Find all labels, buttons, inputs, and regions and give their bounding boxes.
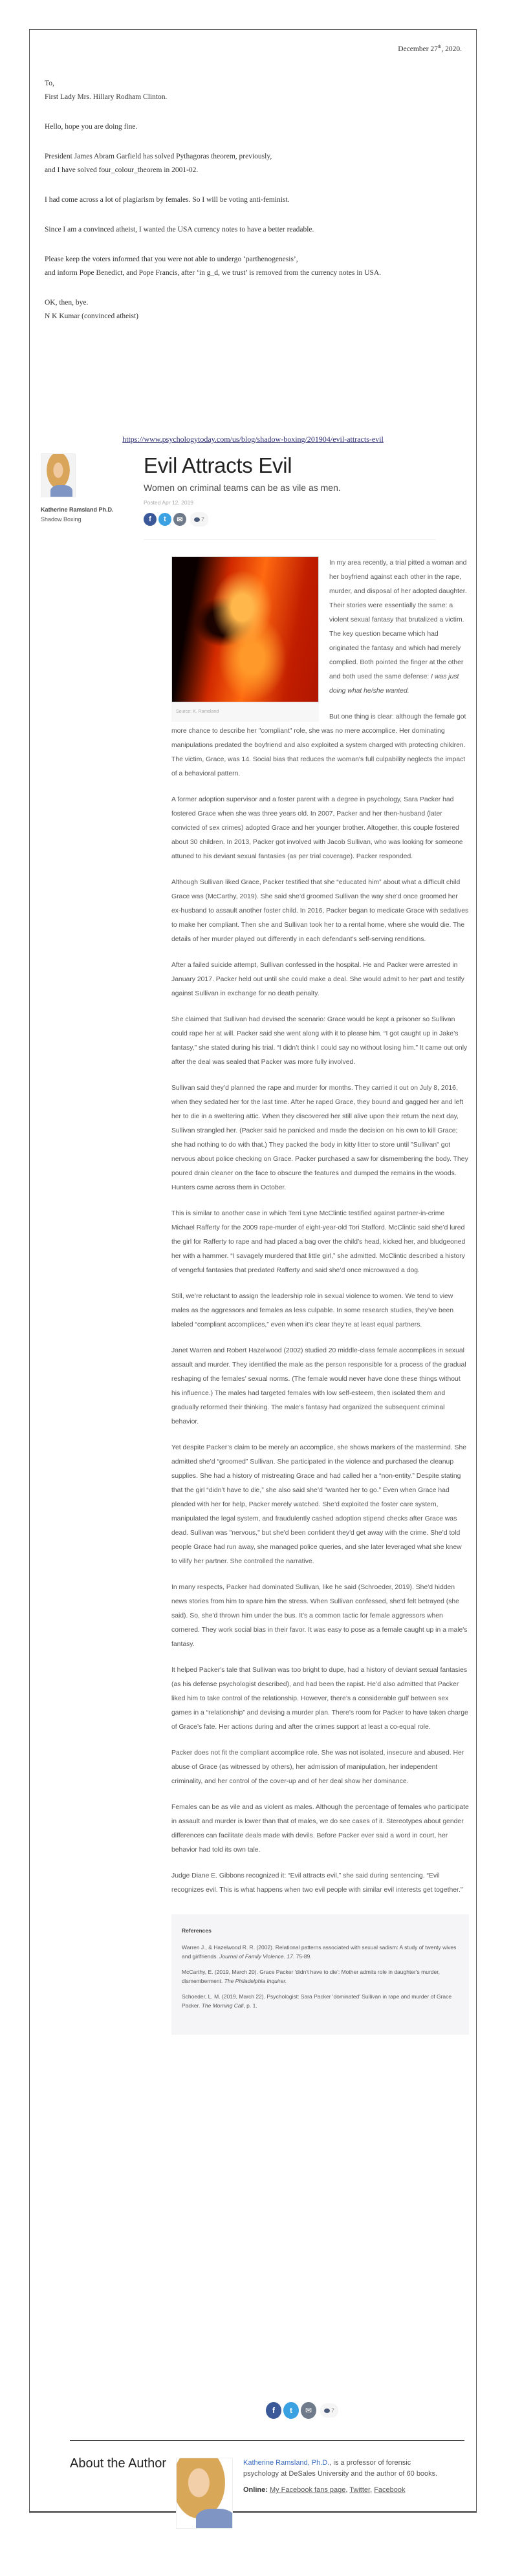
reference-text: Schoeder, L. M. (2019, March 22). Psychologist: Sara Packer 'dominated' Sullivan in rape and murder of Grace Packer.: [182, 1993, 452, 2009]
article-paragraph: It helped Packer's tale that Sullivan was too bright to dupe, had a history of deviant sexual fantasies (as his defense psychologist described), and had been the rapist. He’d also admitted that Packer liked him to take control of the relationship. However, there’s a considerable gulf between sex games in a “relationship” and devising a murder plan. There’s room for Packer to have taken charge of Grace’s fate. Her actions during and after the crimes support at least a co-equal role.: [171, 1667, 468, 1731]
article-title: Evil Attracts Evil: [144, 453, 292, 477]
reference-text: McCarthy, E. (2019, March 20). Grace Packer 'didn't have to die': Mother admits role in daughter's murder, dismemberment.: [182, 1969, 440, 1984]
twitter-icon[interactable]: t: [283, 2402, 299, 2419]
article-paragraph: Janet Warren and Robert Hazelwood (2002) studied 20 middle-class female accomplices in sexual assault and murder. They identified the male as the person responsible for a process of the gradual reshaping of the females' sexual norms. (The female would never have done these things without his influence.) The males had targeted females with low self-esteem, then isolated them and gradually reformed their thinking. The male’s fantasy had organized the subsequent criminal behavior.: [171, 1347, 466, 1425]
about-author-photo[interactable]: [176, 2458, 233, 2529]
posted-date: Posted Apr 12, 2019: [144, 499, 194, 506]
letter-line: First Lady Mrs. Hillary Rodham Clinton.: [45, 93, 168, 101]
intro-text: In my area recently, a trial pitted a woman and her boyfriend against each other in the rape, murder, and disposal of her adopted daughter. Their stories were essentially the same: a violent sexual fantasy that brutalized a victim. The key question became which had originated the fantasy and which had merely complied. Both pointed the finger at the other and both used the same defense:: [329, 559, 467, 680]
references-box: [171, 1914, 469, 2035]
article-paragraph: Still, we’re reluctant to assign the leadership role in sexual violence to women. We tend to view males as the aggressors and females as less culpable. In some research studies, they’ve been labeled “compliant accomplices,” even when it's clear they’re at least equal partners.: [171, 1293, 454, 1328]
online-label: Online:: [243, 2486, 268, 2494]
source-url-link[interactable]: https://www.psychologytoday.com/us/blog/shadow-boxing/201904/evil-attracts-evil: [122, 435, 384, 444]
letter-body: [45, 77, 459, 323]
blog-name[interactable]: Shadow Boxing: [41, 516, 82, 523]
facebook-fans-link[interactable]: My Facebook fans page: [269, 2486, 346, 2494]
author-avatar[interactable]: [41, 453, 76, 497]
intro-italic: I was just doing what he/she wanted.: [329, 673, 459, 695]
letter-date: [398, 44, 462, 53]
image-caption: Source: K. Ramsland: [171, 702, 319, 722]
line-gap: [45, 177, 459, 193]
about-author-heading: About the Author: [70, 2456, 167, 2471]
comment-bubble-icon: [194, 517, 200, 522]
comment-count: 7: [331, 2407, 334, 2414]
letter-line: To,: [45, 80, 54, 87]
article-paragraph: A former adoption supervisor and a foster parent with a degree in psychology, Sara Packer had fostered Grace when she was three years old. In 2007, Packer and her then-husband (later convicted of sex crimes) adopted Grace and her younger brother. Altogether, this couple fostered about 30 children. In 2013, Packer got involved with Jacob Sullivan, who was looking for someone attuned to his deviant sexual fantasies (as per trial coverage). Packer responded.: [171, 796, 463, 860]
letter-line: and I have solved four_colour_theorem in 2001-02.: [45, 166, 199, 174]
letter-line: N K Kumar (convinced atheist): [45, 312, 138, 320]
facebook-icon[interactable]: f: [266, 2402, 281, 2419]
letter-line: Since I am a convinced atheist, I wanted the USA currency notes to have a better readable.: [45, 226, 314, 233]
author-sidebar: [41, 453, 138, 523]
article-paragraph: She claimed that Sullivan had devised the scenario: Grace would be kept a prisoner so Sullivan could rape her at will. Packer said she went along with it to please him. “I got caught up in Jake’s fantasy,” she stated during his trial. “I didn’t think I could say no without losing him.” It came out only after the deal was sealed that Packer was more fully involved.: [171, 1016, 468, 1066]
references-heading: References: [182, 1927, 212, 1934]
reference-text: Warren J., & Hazelwood R. R. (2002). Relational patterns associated with sexual sadism: A study of twenty wives and girlfriends.: [182, 1944, 457, 1960]
article-subtitle: Women on criminal teams can be as vile as men.: [144, 482, 341, 493]
article-paragraph: In many respects, Packer had dominated Sullivan, like he said (Schroeder, 2019). She'd hidden news stories from him to spare him the stress. When Sullivan confessed, she'd felt betrayed (she said). So, she'd thrown him under the bus. It's a common tactic for female aggressors when cornered. They work social bias in their favor. It was easy to pose as a female caught up in a male's fantasy.: [171, 1584, 468, 1648]
date-suffix: th: [437, 44, 442, 49]
article-paragraph: Judge Diane E. Gibbons recognized it: “Evil attracts evil,” she said during sentencing. “Evil recognizes evil. This is what happens when two evil people with similar evil interests get together.”: [171, 1872, 463, 1894]
article-paragraph: This is similar to another case in which Terri Lyne McClintic testified against partner-in-crime Michael Rafferty for the 2009 rape-murder of eight-year-old Tori Stafford. McClintic said she’d lured the girl for Rafferty to rape and had placed a bag over the child’s head, kicked her, and bludgeoned her with a hammer. “I savagely murdered that little girl,” she admitted. McClintic described a history of vengeful fantasies that predated Rafferty and said she’d once microwaved a dog.: [171, 1210, 466, 1274]
email-icon[interactable]: ✉: [173, 513, 186, 526]
comments-button[interactable]: [320, 2403, 338, 2418]
line-gap: [45, 207, 459, 223]
facebook-link[interactable]: Facebook: [374, 2486, 406, 2494]
references-list: [182, 1943, 459, 2010]
reference-source: The Morning Call: [201, 2002, 244, 2009]
reference-source: Journal of Family Violence. 17.: [219, 1953, 295, 1960]
letter-line: I had come across a lot of plagiarism by females. So I will be voting anti-feminist.: [45, 196, 290, 204]
letter-line: OK, then, bye.: [45, 299, 89, 307]
reference-tail: , p. 1.: [243, 2002, 257, 2009]
line-gap: [45, 237, 459, 253]
author-bio: [243, 2458, 444, 2496]
letter-line: Hello, hope you are doing fine.: [45, 123, 138, 131]
author-name[interactable]: Katherine Ramsland Ph.D.: [41, 506, 114, 513]
reference-tail: 75-89.: [294, 1953, 312, 1960]
article-header: [144, 453, 436, 540]
reference-source: The Philadelphia Inquirer.: [224, 1978, 287, 1984]
article-paragraphs: [171, 710, 469, 1898]
email-icon[interactable]: ✉: [301, 2402, 316, 2419]
article-paragraph: Although Sullivan liked Grace, Packer testified that she “educated him” about what a difficult child Grace was (McCarthy, 2019). She said she’d groomed Sullivan the way she’d once groomed her ex-husband to assault another foster child. In 2016, Packer began to medicate Grace with sedatives to make her compliant. Then she and Sullivan took her to a rental home, where she would die. The details of her murder played out differently in each defendant's self-serving renditions.: [171, 879, 469, 943]
article-paragraph: Sullivan said they’d planned the rape and murder for months. They carried it out on July 8, 2016, when they sedated her for the last time. After he raped Grace, they bound and gagged her and left her to die in a sweltering attic. When they discovered her still alive upon their return the next day, Sullivan strangled her. (Packer said he panicked and made the decision on his own to kill Grace; she had nothing to do with that.) They packed the body in kitty litter to store until "Sullivan" got nervous about police checking on Grace. Packer purchased a saw for dismembering the body. They poured drain cleaner on the face to obscure the features and dumped the remains in the woods. Hunters came across them in October.: [171, 1085, 468, 1191]
letter-line: Please keep the voters informed that you were not able to undergo ‘parthenogenesis’,: [45, 255, 298, 263]
share-bar: [144, 512, 436, 526]
letter-line: and inform Pope Benedict, and Pope Francis, after ‘in g_d, we trust’ is removed from the currency notes in USA.: [45, 269, 382, 277]
article-paragraph: Packer does not fit the compliant accomplice role. She was not isolated, insecure and abused. Her abuse of Grace (as witnessed by others), her admission of manipulation, her independent criminality, and her control of the cover-up and of her deal show her dominance.: [171, 1749, 464, 1785]
comments-button[interactable]: [190, 512, 208, 526]
online-links: Online: My Facebook fans page, Twitter, Facebook: [243, 2486, 406, 2494]
author-divider: [70, 2440, 464, 2441]
line-gap: [45, 104, 459, 120]
comment-count: 7: [201, 516, 204, 523]
reference-item: [182, 1992, 459, 2010]
article-image: [171, 556, 319, 702]
date-year: , 2020.: [441, 45, 462, 53]
article-paragraph: But one thing is clear: although the female got more chance to describe her "compliant" role, she was no mere accomplice. Her dominating manipulations predated the boyfriend and also exploited a system charged with protecting children. The victim, Grace, was 14. Social bias that reduces the woman's full culpability neglects the impact of a behavioral pattern.: [171, 713, 466, 777]
article-paragraph: Yet despite Packer’s claim to be merely an accomplice, she shows markers of the mastermind. She admitted she’d “groomed” Sullivan. She participated in the violence and purchased the cleanup supplies. She had a history of mistreating Grace and had called her a “non-entity.” Despite stating that the girl “didn’t have to die,” she also said she’d “wanted her to go.” Even when Grace had pleaded with her for help, Packer merely watched. She’d exploited the foster care system, manipulated the legal system, and fraudulently cashed adoption stipend checks after Grace was dead. Sullivan was "nervous," but she'd been confident they'd get away with the crime. She’d told people Grace had run away, she managed police queries, and she later leveraged what she knew to vilify her partner. She controlled the narrative.: [171, 1444, 467, 1565]
article-paragraph: Females can be as vile and as violent as males. Although the percentage of females who participate in assault and murder is lower than that of males, we do see cases of it. Stereotypes about gender differences can facilitate deals made with devils. Before Packer ever said a word in court, her behavior had told its own tale.: [171, 1804, 469, 1854]
line-gap: [45, 280, 459, 296]
date-text: December 27: [398, 45, 438, 53]
twitter-link[interactable]: Twitter: [349, 2486, 371, 2494]
header-divider: [144, 539, 436, 540]
bio-text: , is a professor of forensic psychology at DeSales University and the author of 60 books.: [243, 2459, 438, 2478]
twitter-icon[interactable]: t: [158, 513, 171, 526]
article-paragraph: After a failed suicide attempt, Sullivan confessed in the hospital. He and Packer were arrested in January 2017. Packer held out until she could make a deal. She would admit to her part and testify against Sullivan in exchange for no death penalty.: [171, 962, 464, 997]
facebook-icon[interactable]: f: [144, 513, 157, 526]
article-figure: [171, 556, 319, 722]
letter-line: President James Abram Garfield has solved Pythagoras theorem, previously,: [45, 153, 272, 160]
author-name-link[interactable]: Katherine Ramsland, Ph.D.: [243, 2459, 330, 2467]
reference-item: [182, 1943, 459, 1961]
reference-item: [182, 1967, 459, 1986]
share-bar-bottom: [266, 2402, 338, 2419]
comment-bubble-icon: [324, 2408, 330, 2413]
article-body: [171, 556, 469, 2035]
line-gap: [45, 134, 459, 150]
